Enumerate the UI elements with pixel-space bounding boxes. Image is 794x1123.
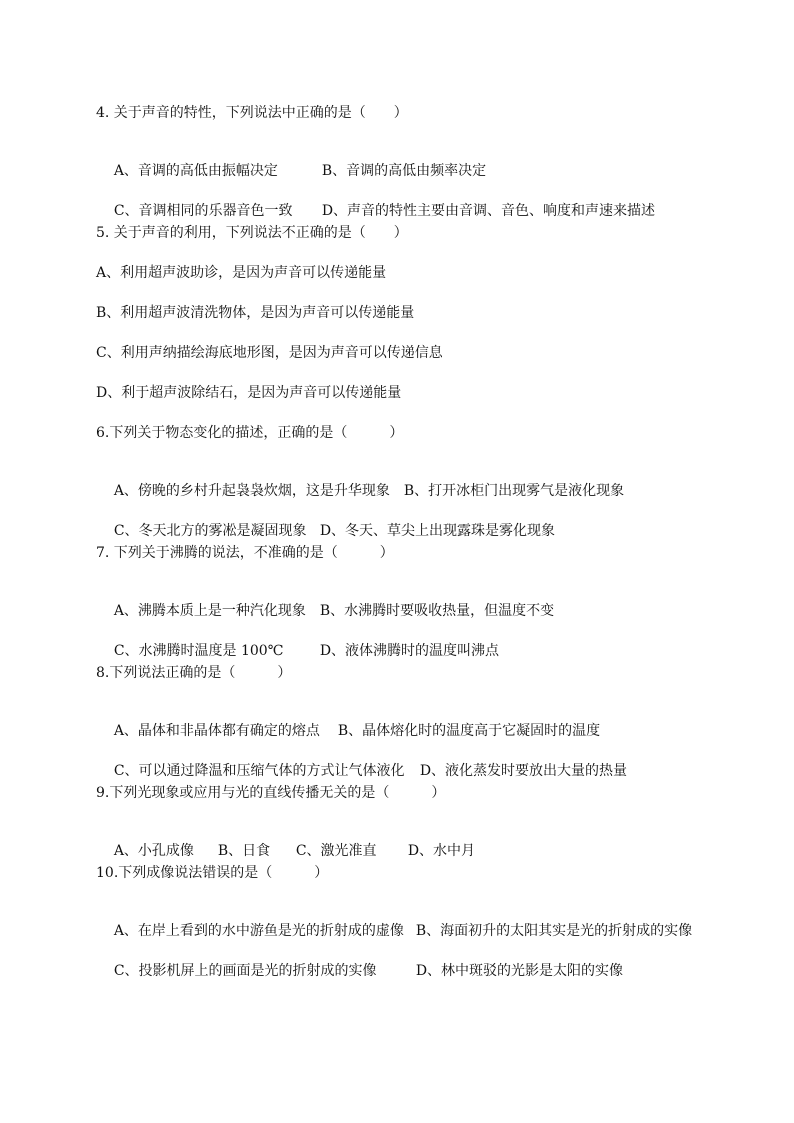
option-b: B、音调的高低由频率决定 xyxy=(321,163,487,179)
option-d: D、声音的特性主要由音调、音色、响度和声速来描述 xyxy=(321,203,656,219)
option-a: A、傍晚的乡村升起袅袅炊烟，这是升华现象 xyxy=(113,483,390,499)
option-b: B、水沸腾时要吸收热量，但温度不变 xyxy=(319,603,555,619)
question-5-option-d: D、利于超声波除结石，是因为声音可以传递能量 xyxy=(96,385,402,401)
question-10-row-2 xyxy=(96,944,623,998)
option-d: D、水中月 xyxy=(407,843,476,859)
question-7-stem: 7. 下列关于沸腾的说法，不准确的是（ ） xyxy=(96,545,394,561)
question-5-option-a: A、利用超声波助诊，是因为声音可以传递能量 xyxy=(96,265,387,281)
option-a: A、小孔成像 xyxy=(113,843,194,859)
option-d: D、液体沸腾时的温度叫沸点 xyxy=(319,643,500,659)
option-c: C、音调相同的乐器音色一致 xyxy=(113,203,293,219)
question-10-stem: 10.下列成像说法错误的是（ ） xyxy=(96,865,329,881)
option-d: D、液化蒸发时要放出大量的热量 xyxy=(419,763,628,779)
question-6-stem: 6.下列关于物态变化的描述，正确的是（ ） xyxy=(96,425,404,441)
option-b: B、晶体熔化时的温度高于它凝固时的温度 xyxy=(337,723,601,739)
option-b: B、海面初升的太阳其实是光的折射成的实像 xyxy=(415,923,693,939)
option-a: A、晶体和非晶体都有确定的熔点 xyxy=(113,723,320,739)
option-a: A、沸腾本质上是一种汽化现象 xyxy=(113,603,306,619)
option-a: A、在岸上看到的水中游鱼是光的折射成的虚像 xyxy=(113,923,404,939)
question-5-option-b: B、利用超声波清洗物体，是因为声音可以传递能量 xyxy=(96,305,415,321)
question-9-stem: 9.下列光现象或应用与光的直线传播无关的是（ ） xyxy=(96,785,446,801)
option-c: C、水沸腾时温度是 100℃ xyxy=(113,643,284,659)
option-c: C、可以通过降温和压缩气体的方式让气体液化 xyxy=(113,763,405,779)
question-8-stem: 8.下列说法正确的是（ ） xyxy=(96,665,292,681)
option-c: C、冬天北方的雾凇是凝固现象 xyxy=(113,523,307,539)
question-4-stem: 4. 关于声音的特性，下列说法中正确的是（ ） xyxy=(96,105,408,121)
option-c: C、投影机屏上的画面是光的折射成的实像 xyxy=(113,963,377,979)
question-5-stem: 5. 关于声音的利用，下列说法不正确的是（ ） xyxy=(96,225,408,241)
option-d: D、林中斑驳的光影是太阳的实像 xyxy=(415,963,624,979)
option-b: B、日食 xyxy=(217,843,271,859)
option-d: D、冬天、草尖上出现露珠是雾化现象 xyxy=(319,523,556,539)
option-c: C、激光准直 xyxy=(295,843,377,859)
question-5-option-c: C、利用声纳描绘海底地形图，是因为声音可以传递信息 xyxy=(96,345,443,361)
option-a: A、音调的高低由振幅决定 xyxy=(113,163,278,179)
option-b: B、打开冰柜门出现雾气是液化现象 xyxy=(403,483,625,499)
